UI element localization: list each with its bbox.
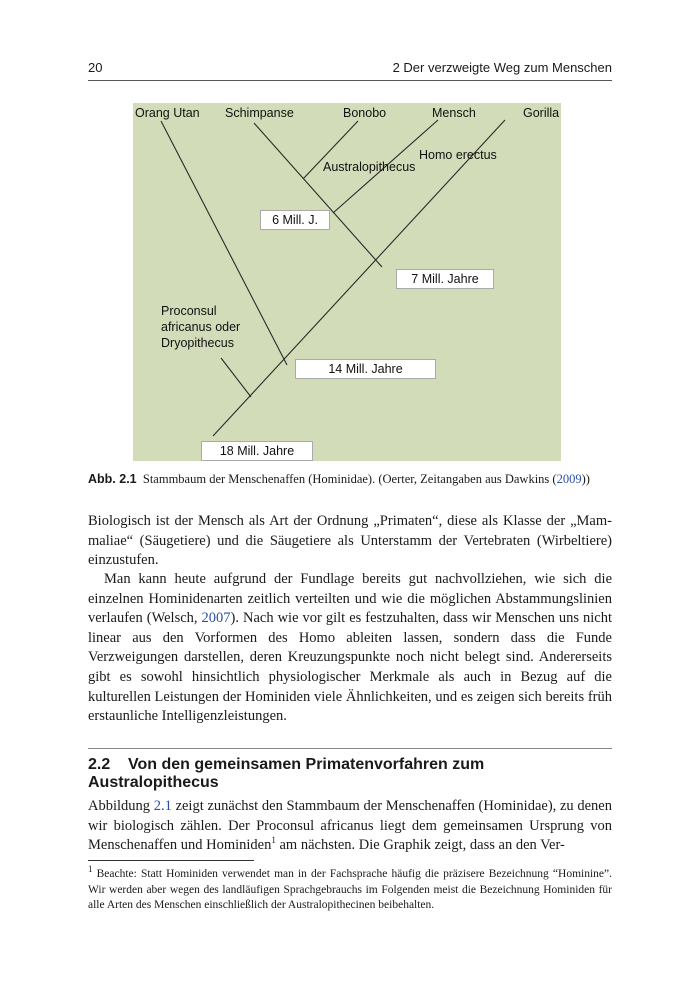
date-box-7-mill: 7 Mill. Jahre bbox=[396, 269, 494, 289]
label-proconsul-line1: Proconsul bbox=[161, 304, 217, 318]
label-homo-erectus: Homo erectus bbox=[419, 148, 497, 162]
tip-schimpanse: Schimpanse bbox=[225, 106, 294, 120]
tip-bonobo: Bonobo bbox=[343, 106, 387, 120]
paragraph-3 bbox=[88, 797, 612, 856]
label-australopithecus: Australopithecus bbox=[323, 160, 416, 174]
figure-reference-link[interactable]: 2.1 bbox=[153, 798, 172, 814]
caption-end: )) bbox=[581, 472, 590, 486]
paragraph-3-text-b: zeigt zunächst den Stammbaum der Menschenaffen (Hominidae), zu denen wir biologisch zählen. Der Proconsul africanus liegt dem gemeinsamen Ursprung von Menschenaffen und Hominiden bbox=[88, 798, 612, 854]
paragraph-2 bbox=[88, 570, 612, 727]
footnote-text: Beachte: Statt Hominiden verwendet man in der Fachsprache häufig die präzisere Bezeichnung “Hominine”. Wir werden aber wegen des landläufigen Sprachgebrauchs im Folgenden meist die Bezeichnung Hominiden für alle Arten des Menschen einschließlich der Australopithecinen beibehalten. bbox=[88, 868, 612, 911]
tip-mensch: Mensch bbox=[432, 106, 476, 120]
paragraph-3-text-a: Abbildung bbox=[88, 798, 154, 814]
paragraph-3-text-c: am nächsten. Die Graphik zeigt, dass an den Ver- bbox=[275, 837, 565, 854]
citation-welsch-link[interactable]: 2007 bbox=[201, 610, 231, 627]
phylogenetic-tree-figure bbox=[133, 103, 561, 461]
footnote-number: 1 bbox=[88, 864, 93, 875]
section-rule bbox=[88, 748, 612, 749]
paragraph-2-text-a: Man kann heute aufgrund der Fundlage bereits gut nachvollziehen, wie sich die einzelnen Hominidenarten zeitlich verteilten und wie die möglichen Abstammungslinien verlaufen (Welsch, bbox=[88, 571, 612, 627]
chapter-title: 2 Der verzweigte Weg zum Menschen bbox=[392, 60, 612, 75]
tip-orang-utan: Orang Utan bbox=[135, 106, 200, 120]
date-box-18-mill: 18 Mill. Jahre bbox=[201, 441, 313, 461]
caption-label: Abb. 2.1 bbox=[88, 472, 137, 486]
section-number: 2.2 bbox=[88, 756, 111, 773]
footnote bbox=[88, 864, 612, 914]
footnote-marker[interactable]: 1 bbox=[271, 835, 276, 846]
date-box-14-mill: 14 Mill. Jahre bbox=[295, 359, 436, 379]
caption-text: Stammbaum der Menschenaffen (Hominidae). (Oerter, Zeitangaben aus Dawkins ( bbox=[142, 472, 557, 486]
label-proconsul-line3: Dryopithecus bbox=[161, 336, 234, 350]
section-heading bbox=[88, 756, 612, 792]
schimpanse-line bbox=[254, 123, 382, 267]
figure-caption bbox=[88, 472, 612, 487]
page-number: 20 bbox=[88, 60, 103, 75]
caption-citation-link[interactable]: 2009 bbox=[556, 472, 582, 486]
paragraph-2-text-b: ). Nach wie vor gilt es festzuhalten, dass wir Menschen uns nicht linear aus den Vorformen des Homo ableiten lassen, sondern dass die Funde Verzweigungen darstellen, deren Kreuzungspunkte noch nicht belegt sind. Andererseits gibt es sowohl hinsichtlich physiologischer Merkmale als auch in Bezug auf die kulturellen Leistungen der Hominiden viele Ähnlichkeiten, und es zeigen sich bereits früh erstaunliche Intelligenzleistungen. bbox=[88, 610, 613, 725]
running-header bbox=[88, 58, 612, 78]
header-rule bbox=[88, 80, 612, 81]
proconsul-line bbox=[221, 358, 251, 397]
footnote-rule bbox=[88, 860, 254, 861]
tip-gorilla: Gorilla bbox=[523, 106, 560, 120]
section-title: Von den gemeinsamen Primatenvorfahren zum Australopithecus bbox=[88, 756, 485, 791]
label-proconsul-line2: africanus oder bbox=[161, 320, 241, 334]
paragraph-1: Biologisch ist der Mensch als Art der Ordnung „Primaten“, diese als Klasse der „Mammaliae“ (Säugetiere) und die Säugetiere als Unterstamm der Vertebraten (Wirbeltiere) einzustufen. bbox=[88, 513, 612, 569]
date-box-6-mill: 6 Mill. J. bbox=[260, 210, 330, 230]
